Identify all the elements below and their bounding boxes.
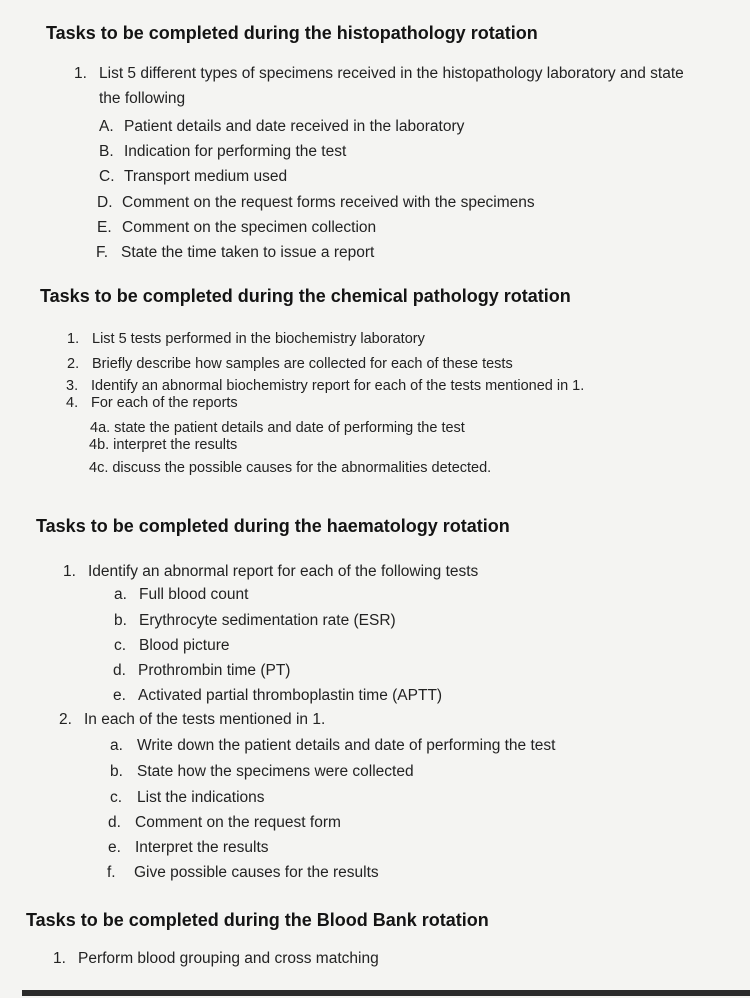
heading-blood-bank: Tasks to be completed during the Blood Bank rotation <box>26 910 489 930</box>
histo-item-1-line-2: the following <box>99 90 186 107</box>
histo-sub-item <box>99 142 346 162</box>
list-marker: e. <box>108 839 121 856</box>
list-item-text: State the time taken to issue a report <box>121 244 375 261</box>
haem-item-1-sub <box>113 661 290 681</box>
haem-item-1-sub <box>114 611 396 631</box>
chem-item <box>66 393 238 413</box>
list-item-text: Comment on the request forms received with the specimens <box>122 194 535 211</box>
haem-item-2-sub <box>108 838 269 858</box>
list-marker: F. <box>96 244 109 261</box>
chem-sub-item: 4c. discuss the possible causes for the abnormalities detected. <box>89 460 492 476</box>
list-item-text: Perform blood grouping and cross matching <box>78 950 379 967</box>
list-item-text: Blood picture <box>139 637 230 654</box>
chem-sub-item: 4b. interpret the results <box>89 437 238 453</box>
list-marker: 1. <box>63 563 76 580</box>
list-item-text: Transport medium used <box>124 168 288 185</box>
list-item-text: Briefly describe how samples are collected for each of these tests <box>92 356 513 372</box>
list-item-text: List 5 tests performed in the biochemistry laboratory <box>92 331 425 347</box>
list-marker: a. <box>110 737 123 754</box>
chem-sub-item: 4a. state the patient details and date of performing the test <box>90 420 465 436</box>
list-marker: 2. <box>67 356 80 372</box>
list-marker: b. <box>114 612 127 629</box>
list-item-text: Interpret the results <box>135 839 269 856</box>
list-marker: b. <box>110 763 123 780</box>
haem-item-1-sub <box>114 585 248 605</box>
haem-item-2-sub <box>110 736 555 756</box>
list-item-text: Give possible causes for the results <box>134 864 379 881</box>
list-item-text: Comment on the request form <box>135 814 341 831</box>
list-item-text: In each of the tests mentioned in 1. <box>84 711 326 728</box>
haem-item-2-sub <box>110 788 265 808</box>
histo-sub-item <box>99 167 287 187</box>
list-marker: f. <box>107 864 116 881</box>
list-marker: d. <box>113 662 126 679</box>
list-marker: 4. <box>66 395 79 411</box>
list-marker: E. <box>97 219 112 236</box>
chem-item <box>67 329 425 349</box>
list-marker: B. <box>99 143 114 160</box>
page-bottom-edge <box>22 990 750 996</box>
histo-sub-item <box>97 218 376 238</box>
list-marker: c. <box>110 789 123 806</box>
list-marker: d. <box>108 814 121 831</box>
list-marker: 1. <box>67 331 80 347</box>
list-item-text: Comment on the specimen collection <box>122 219 377 236</box>
haem-item-2-sub <box>110 762 414 782</box>
list-item-text: Write down the patient details and date of performing the test <box>137 737 556 754</box>
heading-histopathology: Tasks to be completed during the histopathology rotation <box>46 23 538 43</box>
list-marker: e. <box>113 687 126 704</box>
histo-sub-item <box>96 243 374 263</box>
list-marker: D. <box>97 194 113 211</box>
haem-item-1 <box>63 562 478 582</box>
chem-item <box>67 354 513 374</box>
haem-item-2-sub <box>107 863 379 883</box>
list-item-text: Identify an abnormal biochemistry report for each of the tests mentioned in 1. <box>91 378 585 394</box>
histo-sub-item <box>99 117 464 137</box>
list-item-text: Indication for performing the test <box>124 143 347 160</box>
list-item-text: For each of the reports <box>91 395 238 411</box>
list-item-text: State how the specimens were collected <box>137 763 414 780</box>
list-item-text: Identify an abnormal report for each of the following tests <box>88 563 479 580</box>
haem-item-1-sub <box>114 636 229 656</box>
haem-item-2-sub <box>108 813 341 833</box>
list-item-text: Prothrombin time (PT) <box>138 662 291 679</box>
list-marker: 3. <box>66 378 79 394</box>
list-item-text: Erythrocyte sedimentation rate (ESR) <box>139 612 396 629</box>
list-marker: A. <box>99 118 114 135</box>
list-item-text: Patient details and date received in the laboratory <box>124 118 465 135</box>
heading-chemical-pathology: Tasks to be completed during the chemical pathology rotation <box>40 286 571 306</box>
haem-item-1-sub <box>113 686 442 706</box>
list-marker: 1. <box>74 65 87 82</box>
histo-sub-item <box>97 193 535 213</box>
list-marker: a. <box>114 586 127 603</box>
haem-item-2 <box>59 710 325 730</box>
list-item-text: List 5 different types of specimens received in the histopathology laboratory and state <box>99 65 684 82</box>
list-marker: 1. <box>53 950 66 967</box>
list-marker: c. <box>114 637 127 654</box>
list-marker: C. <box>99 168 115 185</box>
heading-haematology: Tasks to be completed during the haematology rotation <box>36 516 510 536</box>
list-item-text: Full blood count <box>139 586 249 603</box>
list-item-text: List the indications <box>137 789 265 806</box>
bloodbank-item-1 <box>53 949 379 969</box>
list-marker: 2. <box>59 711 72 728</box>
histo-item-1-line-1 <box>74 64 684 84</box>
list-item-text: Activated partial thromboplastin time (APTT) <box>138 687 443 704</box>
